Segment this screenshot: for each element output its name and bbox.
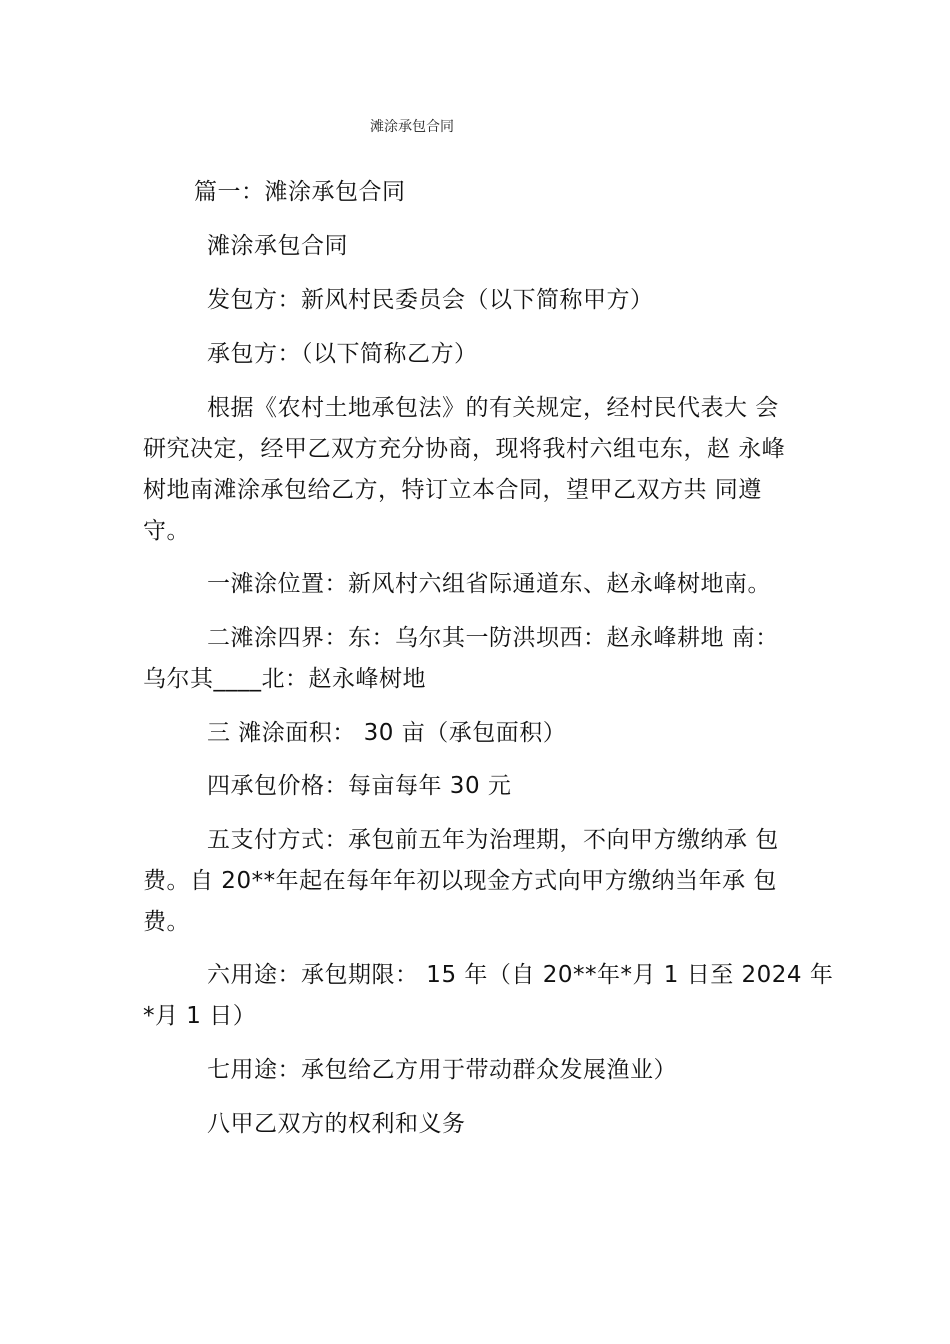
clause-6-term-line-2: *月 1 日） bbox=[143, 1003, 257, 1029]
intro-paragraph-line-3: 树地南滩涂承包给乙方，特订立本合同，望甲乙双方共 同遵 bbox=[143, 477, 762, 503]
party-a-line: 发包方：新风村民委员会（以下简称甲方） bbox=[207, 287, 654, 313]
clause-5-payment-line-1: 五支付方式：承包前五年为治理期，不向甲方缴纳承 包 bbox=[207, 827, 779, 853]
clause-5-payment-line-2: 费。自 20**年起在每年年初以现金方式向甲方缴纳当年承 包 bbox=[143, 868, 777, 894]
section-heading: 篇一：滩涂承包合同 bbox=[194, 179, 406, 205]
running-title: 滩涂承包合同 bbox=[370, 119, 454, 135]
clause-7-usage: 七用途：承包给乙方用于带动群众发展渔业） bbox=[207, 1057, 677, 1083]
clause-3-area: 三 滩涂面积： 30 亩（承包面积） bbox=[207, 720, 567, 746]
clause-6-term-line-1: 六用途：承包期限： 15 年（自 20**年*月 1 日至 2024 年 bbox=[207, 962, 834, 988]
clause-8-rights: 八甲乙双方的权利和义务 bbox=[207, 1111, 466, 1137]
clause-4-price: 四承包价格：每亩每年 30 元 bbox=[207, 773, 512, 799]
intro-paragraph-line-2: 研究决定，经甲乙双方充分协商，现将我村六组屯东，赵 永峰 bbox=[143, 436, 786, 462]
contract-title: 滩涂承包合同 bbox=[207, 233, 348, 259]
clause-5-payment-line-3: 费。 bbox=[143, 909, 190, 935]
party-b-line: 承包方：（以下简称乙方） bbox=[207, 341, 478, 367]
clause-1-location: 一滩涂位置：新风村六组省际通道东、赵永峰树地南。 bbox=[207, 571, 771, 597]
clause-2-boundaries-line-2: 乌尔其____北：赵永峰树地 bbox=[143, 666, 426, 692]
intro-paragraph-line-4: 守。 bbox=[143, 518, 190, 544]
clause-2-boundaries-line-1: 二滩涂四界：东：乌尔其一防洪坝西：赵永峰耕地 南： bbox=[207, 625, 779, 651]
intro-paragraph-line-1: 根据《农村土地承包法》的有关规定，经村民代表大 会 bbox=[207, 395, 779, 421]
